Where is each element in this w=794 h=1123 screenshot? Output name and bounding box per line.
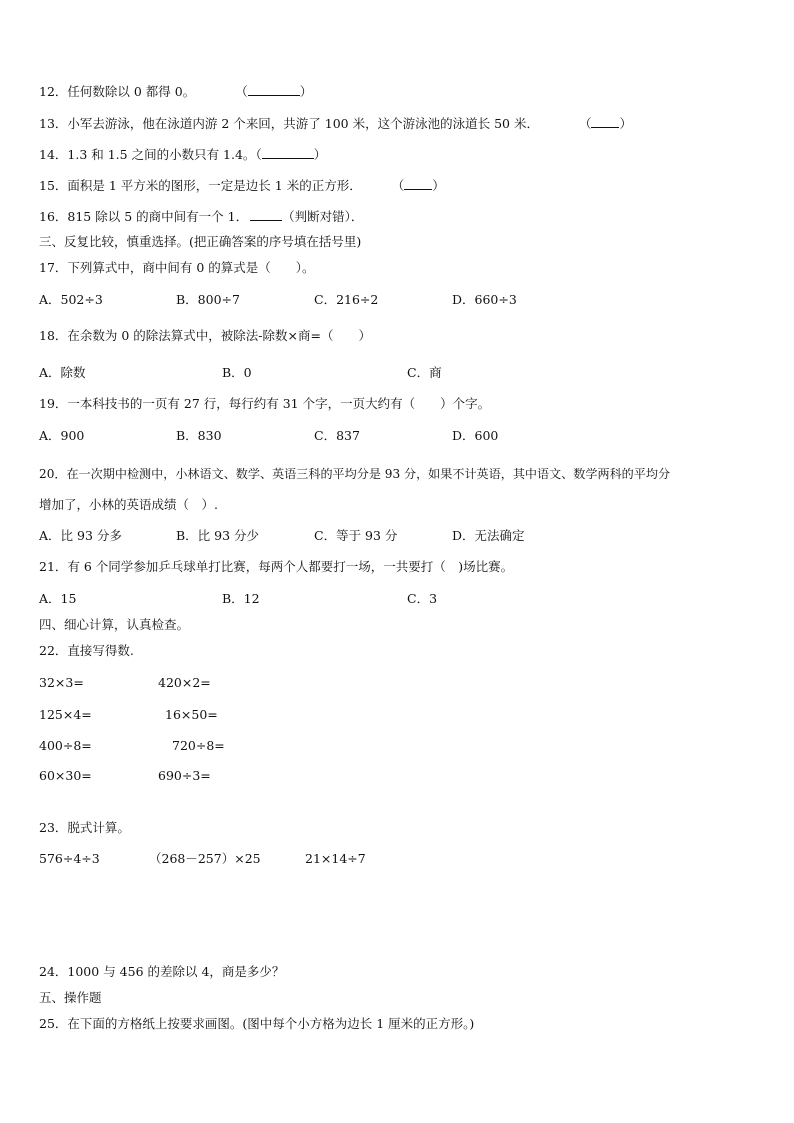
question-13-text: 13．小军去游泳，他在泳道内游 2 个来回，共游了 100 米，这个游泳池的泳道长 50 米．: [39, 116, 539, 131]
calc-item: 420×2=: [158, 675, 211, 690]
question-20-option-a[interactable]: A．比 93 分多: [39, 528, 122, 543]
question-21-option-b[interactable]: B．12: [222, 591, 260, 606]
calc-item: 720÷8=: [172, 738, 225, 753]
answer-paren-right: ）: [313, 147, 327, 162]
calc-item: 16×50=: [165, 707, 218, 722]
question-17-text: 17．下列算式中，商中间有 0 的算式是（ ）。: [39, 260, 315, 275]
question-18-text: 18．在余数为 0 的除法算式中，被除法-除数×商=（ ）: [39, 328, 371, 343]
calc-item: 690÷3=: [158, 768, 211, 783]
question-15-text: 15．面积是 1 平方米的图形，一定是边长 1 米的正方形．: [39, 178, 362, 193]
question-20-option-b[interactable]: B．比 93 分少: [176, 528, 260, 543]
question-24-text: 24．1000 与 456 的差除以 4，商是多少？: [39, 964, 285, 979]
question-18-option-a[interactable]: A．除数: [39, 365, 86, 380]
question-19-option-b[interactable]: B．830: [176, 428, 222, 443]
answer-paren-right: ）: [432, 178, 445, 193]
answer-blank[interactable]: [248, 83, 300, 96]
answer-blank[interactable]: [404, 177, 432, 190]
section-4-title: 四、细心计算，认真检查。: [39, 617, 190, 632]
question-20-line-2: 增加了，小林的英语成绩（ ）.: [39, 497, 218, 512]
question-18-option-b[interactable]: B．0: [222, 365, 252, 380]
question-17-option-d[interactable]: D．660÷3: [452, 292, 517, 307]
question-21-option-c[interactable]: C．3: [407, 591, 438, 606]
question-19-option-c[interactable]: C．837: [314, 428, 360, 443]
calc-item: 60×30=: [39, 768, 92, 783]
question-13: [39, 115, 632, 132]
answer-paren-left: （: [391, 178, 405, 193]
question-16: [39, 208, 363, 225]
question-17-option-c[interactable]: C．216÷2: [314, 292, 379, 307]
calc-item: 576÷4÷3: [39, 851, 100, 866]
question-15: [39, 177, 445, 194]
question-20-line-1: 20．在一次期中检测中，小林语文、数学、英语三科的平均分是 93 分，如果不计英语，其中语文、数学两科的平均分: [39, 467, 671, 481]
question-16-suffix: （判断对错）．: [282, 209, 364, 224]
question-19-text: 19．一本科技书的一页有 27 行，每行约有 31 个字，一页大约有（ ）个字。: [39, 396, 491, 411]
answer-paren-left: （: [578, 116, 592, 131]
calc-item: 21×14÷7: [305, 851, 366, 866]
question-17-option-a[interactable]: A．502÷3: [39, 292, 103, 307]
section-3-title: 三、反复比较，慎重选择。(把正确答案的序号填在括号里): [39, 234, 362, 249]
section-5-title: 五、操作题: [39, 990, 102, 1005]
calc-item: 125×4=: [39, 707, 92, 722]
answer-blank[interactable]: [262, 146, 314, 159]
question-14: [39, 146, 326, 163]
calc-item: （268－257）×25: [149, 851, 261, 866]
question-21-text: 21．有 6 个同学参加乒乓球单打比赛，每两个人都要打一场，一共要打（ )场比赛。: [39, 559, 514, 574]
answer-paren-right: ）: [299, 84, 313, 99]
question-14-text: 14．1.3 和 1.5 之间的小数只有 1.4。: [39, 147, 256, 162]
answer-paren-left: （: [255, 147, 262, 162]
question-20-option-c[interactable]: C．等于 93 分: [314, 528, 398, 543]
question-21-option-a[interactable]: A．15: [39, 591, 77, 606]
question-22-text: 22．直接写得数.: [39, 643, 134, 658]
question-20-option-d[interactable]: D．无法确定: [452, 528, 525, 543]
question-19-option-d[interactable]: D．600: [452, 428, 499, 443]
question-12-text: 12．任何数除以 0 都得 0。: [39, 84, 196, 99]
answer-blank[interactable]: [591, 115, 619, 128]
answer-paren-right: ）: [619, 116, 632, 131]
question-23-text: 23．脱式计算。: [39, 820, 130, 835]
question-12: [39, 83, 312, 100]
question-16-text: 16．815 除以 5 的商中间有一个 1．: [39, 209, 249, 224]
calc-item: 400÷8=: [39, 738, 92, 753]
answer-paren-left: （: [235, 84, 248, 99]
question-18-option-c[interactable]: C．商: [407, 365, 442, 380]
question-17-option-b[interactable]: B．800÷7: [176, 292, 240, 307]
calc-item: 32×3=: [39, 675, 84, 690]
question-19-option-a[interactable]: A．900: [39, 428, 85, 443]
answer-blank[interactable]: [250, 208, 282, 221]
question-25-text: 25．在下面的方格纸上按要求画图。(图中每个小方格为边长 1 厘米的正方形。): [39, 1016, 475, 1031]
